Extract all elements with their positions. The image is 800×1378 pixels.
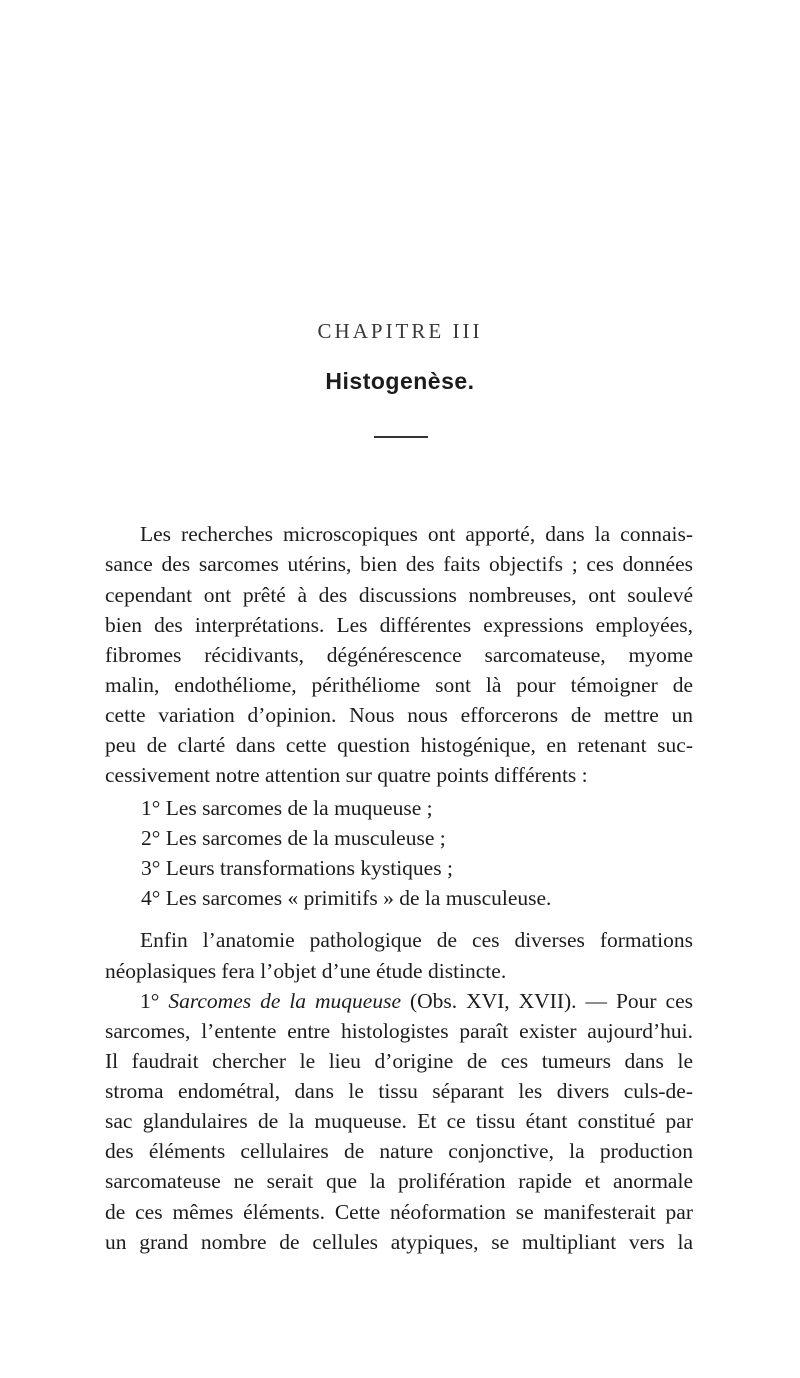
text-line: peu de clarté dans cette question histogénique, en retenant suc-	[105, 733, 693, 757]
text-line: malin, endothéliome, périthéliome sont là pour témoigner de	[105, 673, 693, 697]
text-line: néoplasiques fera l’objet d’une étude distincte.	[105, 959, 507, 983]
text-line: 1° Sarcomes de la muqueuse (Obs. XVI, XVII). — Pour ces	[140, 989, 693, 1013]
text-line: des éléments cellulaires de nature conjonctive, la production	[105, 1139, 693, 1163]
text-line: bien des interprétations. Les différentes expressions employées,	[105, 613, 693, 637]
text-line: fibromes récidivants, dégénérescence sarcomateuse, myome	[105, 643, 693, 667]
text-line: 1° Les sarcomes de la muqueuse ;	[141, 796, 433, 820]
text-line: 3° Leurs transformations kystiques ;	[141, 856, 453, 880]
text-line: un grand nombre de cellules atypiques, se multipliant vers la	[105, 1230, 693, 1254]
subsection-heading: Sarcomes de la muqueuse	[168, 989, 401, 1013]
chapter-heading: CHAPITRE III	[317, 319, 483, 343]
text-line: cette variation d’opinion. Nous nous efforcerons de mettre un	[105, 703, 693, 727]
text-line: stroma endométral, dans le tissu séparant les divers culs-de-	[105, 1079, 693, 1103]
text-line: de ces mêmes éléments. Cette néoformation se manifesterait par	[105, 1200, 693, 1224]
text-line: Il faudrait chercher le lieu d’origine de ces tumeurs dans le	[105, 1049, 693, 1073]
text-line: sance des sarcomes utérins, bien des faits objectifs ; ces données	[105, 552, 693, 576]
title-divider	[374, 436, 428, 438]
text-line: sarcomes, l’entente entre histologistes paraît exister aujourd’hui.	[105, 1019, 693, 1043]
text-line: Les recherches microscopiques ont apporté, dans la connais-	[140, 522, 693, 546]
text-line: cessivement notre attention sur quatre points différents :	[105, 763, 588, 787]
text-line: 2° Les sarcomes de la musculeuse ;	[141, 826, 446, 850]
text-line: cependant ont prêté à des discussions nombreuses, ont soulevé	[105, 583, 693, 607]
text-line: Enfin l’anatomie pathologique de ces diverses formations	[140, 928, 693, 952]
text-line: sarcomateuse ne serait que la prolifération rapide et anormale	[105, 1169, 693, 1193]
text-line: 4° Les sarcomes « primitifs » de la musculeuse.	[141, 886, 552, 910]
text-line: sac glandulaires de la muqueuse. Et ce tissu étant constitué par	[105, 1109, 693, 1133]
section-title: Histogenèse.	[325, 368, 475, 394]
